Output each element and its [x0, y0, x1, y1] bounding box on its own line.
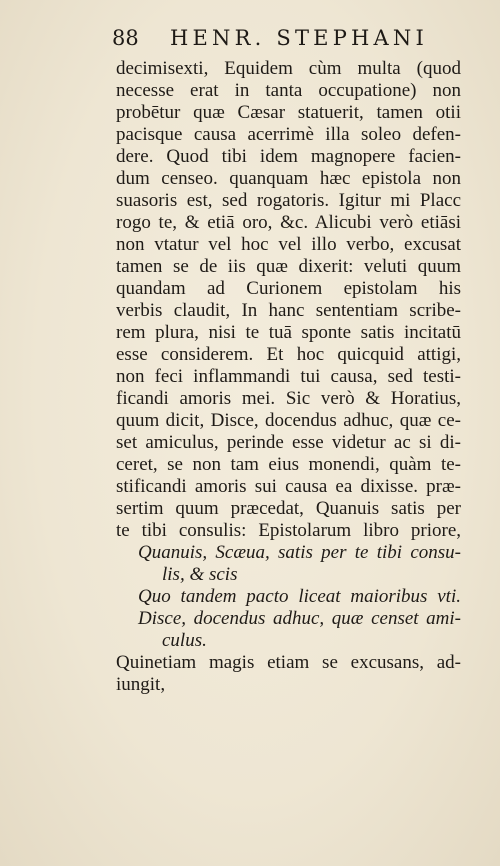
text-line: stificandi amoris sui causa ea dixisse. præ-: [116, 476, 461, 497]
text-line: ficandi amoris mei. Sic verò & Horatius,: [116, 388, 461, 409]
text-line: decimisexti, Equidem cùm multa (quod: [116, 58, 461, 79]
verse-line: lis, & scis: [162, 564, 238, 585]
text-line: quum dicit, Disce, docendus adhuc, quæ ce-: [116, 410, 461, 431]
text-line: te tibi consulis: Epistolarum libro priore,: [116, 520, 461, 541]
verse-line: Quo tandem pacto liceat maioribus vti.: [138, 586, 461, 607]
text-line: rem plura, nisi te tuā sponte satis incitatū: [116, 322, 461, 343]
text-line: non vtatur vel hoc vel illo verbo, excusat: [116, 234, 461, 255]
text-line: probētur quæ Cæsar statuerit, tamen otii: [116, 102, 461, 123]
text-line: non feci inflammandi tui causa, sed testi-: [116, 366, 461, 387]
body-text: [116, 58, 461, 696]
text-line: quandam ad Curionem epistolam his: [116, 278, 461, 299]
verse-line: culus.: [162, 630, 207, 651]
text-line: dere. Quod tibi idem magnopere facien-: [116, 146, 461, 167]
text-line: necesse erat in tanta occupatione) non: [116, 80, 461, 101]
text-line: Quinetiam magis etiam se excusans, ad-: [116, 652, 461, 673]
verse-line: Quanuis, Scæua, satis per te tibi consu-: [138, 542, 461, 563]
text-line: iungit,: [116, 674, 166, 695]
text-line: sertim quum præcedat, Quanuis satis per: [116, 498, 461, 519]
text-line: set amiculus, perinde esse videtur ac si di-: [116, 432, 461, 453]
text-line: suasoris est, sed rogatoris. Igitur mi Placc: [116, 190, 461, 211]
text-line: tamen se de iis quæ dixerit: veluti quum: [116, 256, 461, 277]
running-head: HENR. STEPHANI: [170, 26, 428, 50]
page-header: [112, 24, 460, 54]
text-line: dum censeo. quanquam hæc epistola non: [116, 168, 461, 189]
verse-line: Disce, docendus adhuc, quæ censet ami-: [138, 608, 461, 629]
text-line: pacisque causa acerrimè illa soleo defen-: [116, 124, 461, 145]
text-line: esse considerem. Et hoc quicquid attigi,: [116, 344, 461, 365]
page-number: 88: [112, 26, 139, 50]
text-line: rogo te, & etiā oro, &c. Alicubi verò etiāsi: [116, 212, 461, 233]
text-line: verbis claudit, In hanc sententiam scribe-: [116, 300, 461, 321]
text-line: ceret, se non tam eius monendi, quàm te-: [116, 454, 461, 475]
